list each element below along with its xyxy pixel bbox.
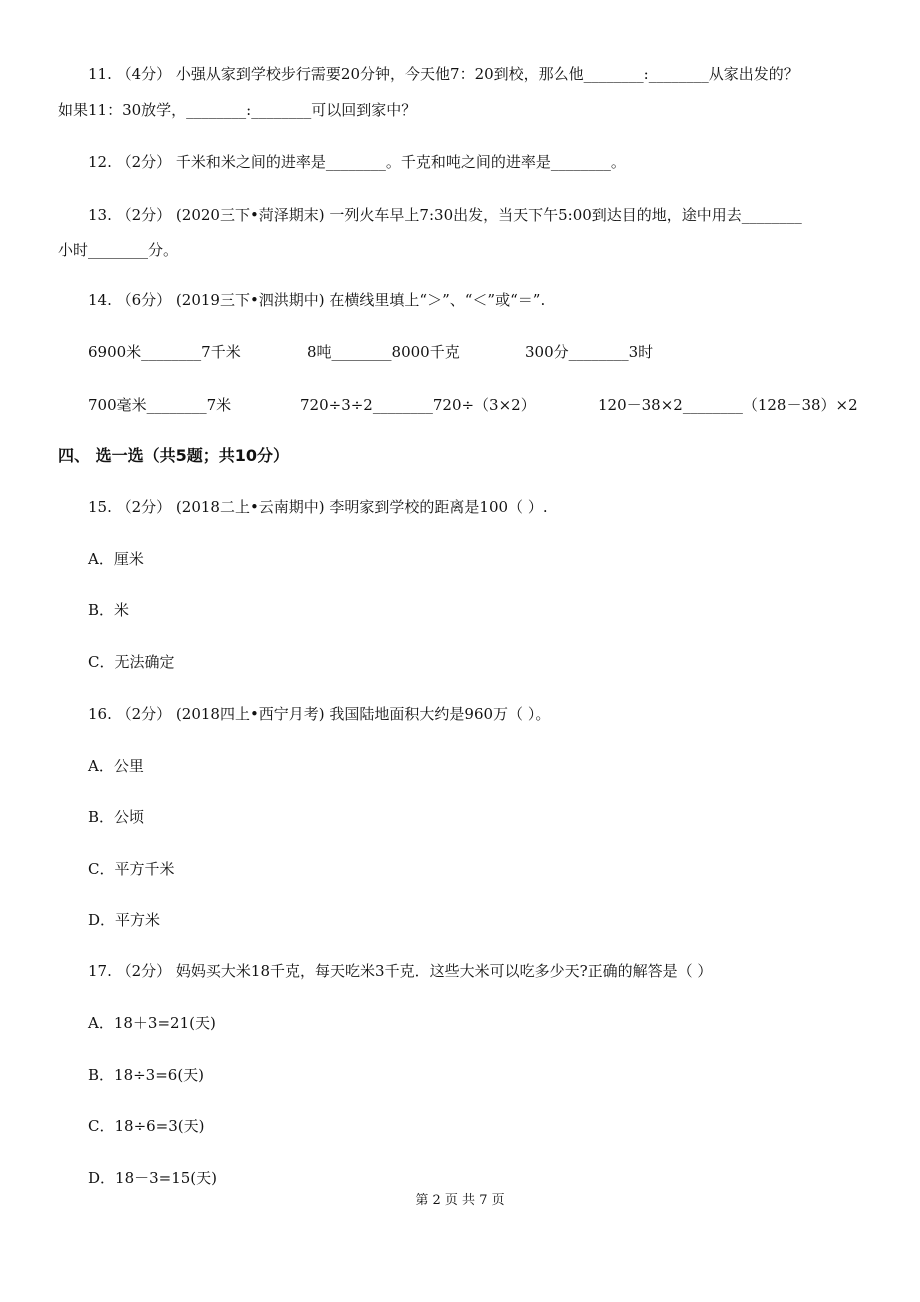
q16-option-c[interactable]: C．平方千米 xyxy=(88,860,175,878)
q17-option-c[interactable]: C．18÷6=3(天) xyxy=(88,1117,205,1135)
q16-option-a[interactable]: A．公里 xyxy=(88,757,144,775)
page-number: 第 2 页 共 7 页 xyxy=(415,1193,505,1208)
q14-row2-item: 120－38×2________（128－38）×2 xyxy=(598,396,858,414)
q14-row1-item: 300分________3时 xyxy=(525,343,654,361)
q14-line-1: 14. （6分） (2019三下•泗洪期中) 在横线里填上“＞”、“＜”或“＝”. xyxy=(88,291,546,309)
q16-stem: 16. （2分） (2018四上•西宁月考) 我国陆地面积大约是960万（ ）。 xyxy=(88,705,551,723)
q13-line-1: 13. （2分） (2020三下•菏泽期末) 一列火车早上7:30出发，当天下午5:00到达目的地，途中用去________ xyxy=(88,206,802,224)
q11-line-2: 如果11：30放学，________:________可以回到家中？ xyxy=(58,101,417,119)
q14-row2-item: 720÷3÷2________720÷（3×2） xyxy=(300,396,536,414)
q11-line-1: 11. （4分） 小强从家到学校步行需要20分钟，今天他7：20到校，那么他________:________从家出发的？ xyxy=(88,65,799,83)
q16-option-b[interactable]: B．公顷 xyxy=(88,808,145,826)
q17-option-d[interactable]: D．18－3=15(天) xyxy=(88,1169,218,1187)
q12-line-1: 12. （2分） 千米和米之间的进率是________。千克和吨之间的进率是________。 xyxy=(88,153,626,171)
q15-option-b[interactable]: B．米 xyxy=(88,601,130,619)
q17-option-a[interactable]: A．18＋3=21(天) xyxy=(88,1014,216,1032)
q14-row1-item: 6900米________7千米 xyxy=(88,343,241,361)
section-heading: 四、 选一选（共5题；共10分） xyxy=(58,446,289,465)
q15-option-a[interactable]: A．厘米 xyxy=(88,550,144,568)
q14-row2-item: 700毫米________7米 xyxy=(88,396,232,414)
q13-line-2: 小时________分。 xyxy=(58,241,179,259)
q17-option-b[interactable]: B．18÷3=6(天) xyxy=(88,1066,205,1084)
q15-stem: 15. （2分） (2018二上•云南期中) 李明家到学校的距离是100（ ）. xyxy=(88,498,548,516)
q16-option-d[interactable]: D．平方米 xyxy=(88,911,161,929)
q17-stem: 17. （2分） 妈妈买大米18千克，每天吃米3千克．这些大米可以吃多少天?正确的解答是（ ） xyxy=(88,962,713,980)
q15-option-c[interactable]: C．无法确定 xyxy=(88,653,175,671)
q14-row1-item: 8吨________8000千克 xyxy=(307,343,460,361)
